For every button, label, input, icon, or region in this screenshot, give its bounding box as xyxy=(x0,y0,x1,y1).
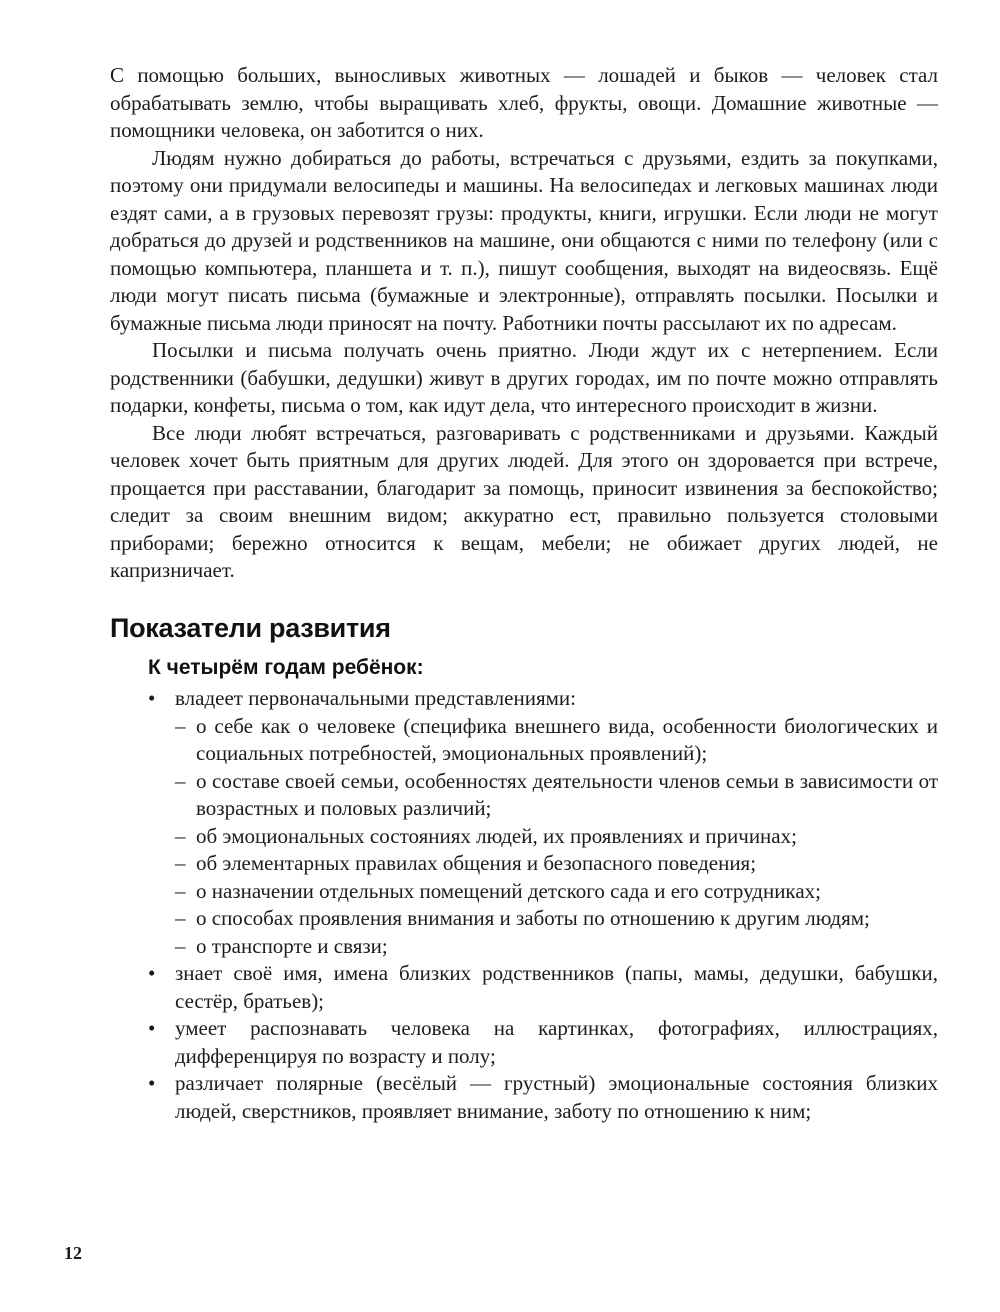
sub-list-item xyxy=(175,905,938,933)
dash-icon: – xyxy=(175,933,186,958)
bullet-icon: • xyxy=(148,686,156,710)
sub-list-item xyxy=(175,768,938,823)
list-item-text: владеет первоначальными представлениями: xyxy=(175,686,576,710)
dash-icon: – xyxy=(175,823,186,848)
list-item xyxy=(148,960,938,1015)
sub-list-item-text: об эмоциональных состояниях людей, их проявлениях и причинах; xyxy=(196,823,797,848)
bullet-list xyxy=(148,685,938,1125)
dash-icon: – xyxy=(175,713,186,738)
dash-icon: – xyxy=(175,851,186,875)
page-content xyxy=(110,62,938,1125)
sub-list-item xyxy=(175,823,938,851)
list-item xyxy=(148,1015,938,1070)
list-item-body xyxy=(175,685,938,960)
bullet-icon: • xyxy=(148,1016,156,1040)
sub-list-item-text: о транспорте и связи; xyxy=(196,933,388,958)
section-subheading: К четырём годам ребёнок: xyxy=(148,655,424,679)
paragraph: С помощью больших, выносливых животных — лошадей и быков — человек стал обрабатывать землю, чтобы выращивать хлеб, фрукты, овощи. Домашние животные — помощники человека, он заботится о них. xyxy=(110,63,938,142)
section-heading: Показатели развития xyxy=(110,612,391,643)
sub-list-item xyxy=(175,713,938,768)
list-item-text: умеет распознавать человека на картинках, фотографиях, иллюстрациях, дифференцируя по возрасту и полу; xyxy=(175,1016,938,1068)
dash-icon: – xyxy=(175,878,186,903)
page-number: 12 xyxy=(64,1243,82,1263)
sub-list-item-text: о себе как о человеке (специфика внешнего вида, особенности биологических и социальных потребностей, эмоциональных проявлений); xyxy=(196,713,938,765)
dash-icon: – xyxy=(175,768,186,793)
sub-list-item-text: о составе своей семьи, особенностях деятельности членов семьи в зависимости от возрастных и половых различий; xyxy=(196,768,938,820)
list-item-text: различает полярные (весёлый — грустный) эмоциональные состояния близких людей, сверстников, проявляет внимание, заботу по отношению к ним; xyxy=(175,1071,938,1123)
list-item-body xyxy=(175,960,938,1015)
list-item-text: знает своё имя, имена близких родственников (папы, мамы, дедушки, бабушки, сестёр, братьев); xyxy=(175,961,938,1013)
bullet-icon: • xyxy=(148,1071,156,1095)
list-item xyxy=(148,685,938,960)
sub-list-item-text: о способах проявления внимания и заботы по отношению к другим людям; xyxy=(196,906,870,930)
paragraph: Людям нужно добираться до работы, встречаться с друзьями, ездить за покупками, поэтому они придумали велосипеды и машины. На велосипедах и легковых машинах люди ездят сами, а в грузовых перевозят грузы: продукты, книги, игрушки. Если люди не могут добраться до друзей и родственников на машине, они общаются с ними по телефону (или с помощью компьютера, планшета и т. п.), пишут сообщения, выходят на видеосвязь. Ещё люди могут писать письма (бумажные и электронные), отправлять посылки. Посылки и бумажные письма люди приносят на почту. Работники почты рассылают их по адресам. xyxy=(110,145,938,335)
list-item-body xyxy=(175,1015,938,1070)
sub-list-item xyxy=(175,933,938,961)
sub-list-item xyxy=(175,878,938,906)
sub-list-item xyxy=(175,850,938,878)
bullet-icon: • xyxy=(148,961,156,985)
paragraph: Все люди любят встречаться, разговаривать с родственниками и друзьями. Каждый человек хочет быть приятным для других людей. Для этого он здоровается при встрече, прощается при расставании, благодарит за помощь, приносит извинения за беспокойство; следит за своим внешним видом; аккуратно ест, правильно пользуется столовыми приборами; бережно относится к вещам, мебели; не обижает других людей, не капризничает. xyxy=(110,420,938,582)
sub-list-item-text: о назначении отдельных помещений детского сада и его сотрудниках; xyxy=(196,878,821,903)
list-item xyxy=(148,1070,938,1125)
paragraph: Посылки и письма получать очень приятно. Люди ждут их с нетерпением. Если родственники (бабушки, дедушки) живут в других городах, им по почте можно отправлять подарки, конфеты, письма о том, как идут дела, что интересного происходит в жизни. xyxy=(110,338,938,417)
list-item-body xyxy=(175,1070,938,1125)
dash-icon: – xyxy=(175,906,186,930)
sub-list-item-text: об элементарных правилах общения и безопасного поведения; xyxy=(196,851,757,875)
